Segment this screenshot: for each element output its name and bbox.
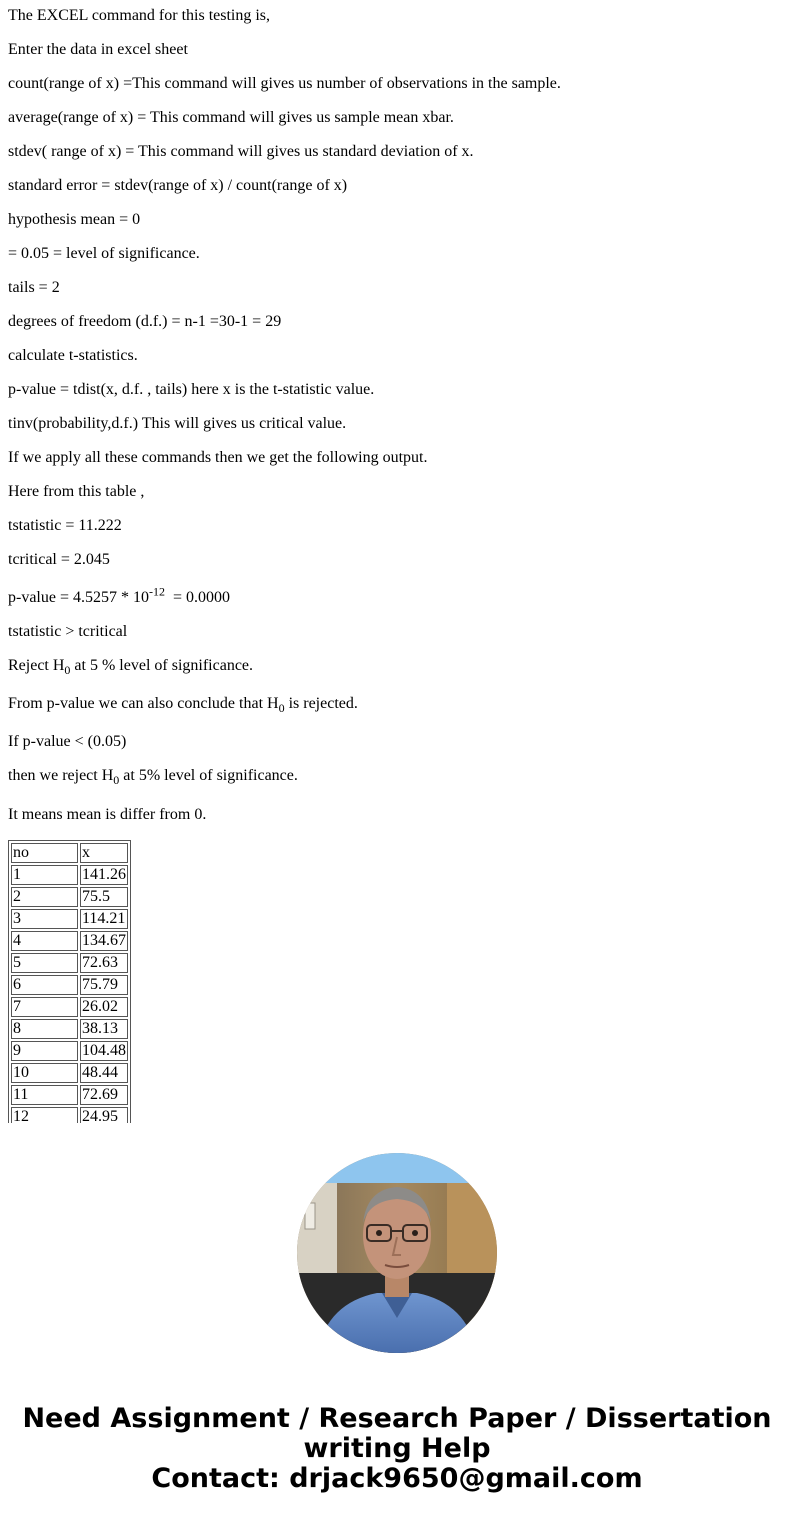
table-row bbox=[11, 865, 128, 885]
text-line: average(range of x) = This command will gives us sample mean xbar. bbox=[8, 109, 454, 126]
reject-line-1 bbox=[8, 656, 253, 676]
footer-line-2: writing Help bbox=[303, 1433, 491, 1464]
table-cell-x: 26.02 bbox=[80, 997, 128, 1017]
text-line: calculate t-statistics. bbox=[8, 347, 138, 364]
pvalue-exponent: -12 bbox=[149, 584, 165, 599]
table-cell-x: 24.95 bbox=[80, 1107, 128, 1123]
table-row bbox=[11, 1041, 128, 1061]
table-cell-no: 4 bbox=[11, 931, 78, 951]
table-cell-x: 75.79 bbox=[80, 975, 128, 995]
table-row bbox=[11, 953, 128, 973]
table-row bbox=[11, 1063, 128, 1083]
table-cell-no: 6 bbox=[11, 975, 78, 995]
table-cell-x: 114.21 bbox=[80, 909, 128, 929]
text-line: p-value = tdist(x, d.f. , tails) here x is the t-statistic value. bbox=[8, 381, 375, 398]
text-line: Here from this table , bbox=[8, 483, 145, 500]
conclusion-line: It means mean is differ from 0. bbox=[8, 806, 207, 823]
text-line: degrees of freedom (d.f.) = n-1 =30-1 = 29 bbox=[8, 313, 282, 330]
table-header-row bbox=[11, 843, 128, 863]
table-cell-no: 1 bbox=[11, 865, 78, 885]
table-cell-no: 12 bbox=[11, 1107, 78, 1123]
table-row bbox=[11, 1085, 128, 1105]
table-cell-x: 104.48 bbox=[82, 1042, 126, 1059]
table-row bbox=[11, 887, 128, 907]
reject1-prefix: Reject H bbox=[8, 657, 65, 674]
compare-line: tstatistic > tcritical bbox=[8, 623, 128, 640]
table-row bbox=[11, 975, 128, 995]
reject2-prefix: From p-value we can also conclude that H bbox=[8, 695, 279, 712]
table-cell-x: 48.44 bbox=[80, 1063, 128, 1083]
text-line: The EXCEL command for this testing is, bbox=[8, 7, 271, 24]
text-line: tcritical = 2.045 bbox=[8, 551, 110, 568]
pvalue-prefix: p-value = 4.5257 * 10 bbox=[8, 589, 149, 606]
table-cell-no: 11 bbox=[11, 1085, 78, 1105]
reject1-subscript: 0 bbox=[64, 663, 71, 678]
table-cell-no: 5 bbox=[11, 953, 78, 973]
data-table-container bbox=[8, 840, 131, 1123]
table-cell-x: 75.5 bbox=[80, 887, 128, 907]
avatar-portrait-icon bbox=[297, 1153, 497, 1353]
table-cell-x: 38.13 bbox=[80, 1019, 128, 1039]
footer-banner bbox=[0, 1404, 794, 1494]
table-row bbox=[11, 909, 128, 929]
text-line: standard error = stdev(range of x) / count(range of x) bbox=[8, 177, 348, 194]
table-row bbox=[11, 1107, 128, 1123]
table-cell-no: 7 bbox=[11, 997, 78, 1017]
pvalue-line bbox=[8, 584, 231, 608]
reject1-suffix: at 5 % level of significance. bbox=[70, 657, 254, 674]
table-cell-no: 8 bbox=[11, 1019, 78, 1039]
reject-line-3 bbox=[8, 766, 298, 786]
text-line: count(range of x) =This command will gives us number of observations in the sample. bbox=[8, 75, 561, 92]
text-line: tinv(probability,d.f.) This will gives us critical value. bbox=[8, 415, 347, 432]
text-line: If we apply all these commands then we get the following output. bbox=[8, 449, 428, 466]
data-table bbox=[8, 840, 131, 1123]
footer-line-1: Need Assignment / Research Paper / Dissertation bbox=[22, 1403, 772, 1434]
footer-contact: Contact: drjack9650@gmail.com bbox=[151, 1463, 643, 1494]
reject3-prefix: then we reject H bbox=[8, 767, 114, 784]
text-line: = 0.05 = level of significance. bbox=[8, 245, 200, 262]
text-line: tails = 2 bbox=[8, 279, 60, 296]
table-row bbox=[11, 931, 128, 951]
reject2-subscript: 0 bbox=[278, 701, 285, 716]
reject3-suffix: at 5% level of significance. bbox=[119, 767, 298, 784]
reject2-suffix: is rejected. bbox=[284, 695, 358, 712]
table-cell-x: 72.63 bbox=[80, 953, 128, 973]
table-row bbox=[11, 1019, 128, 1039]
table-cell-no: 2 bbox=[11, 887, 78, 907]
pvalue-suffix: = 0.0000 bbox=[165, 589, 231, 606]
avatar bbox=[297, 1153, 497, 1353]
table-cell-x: 72.69 bbox=[80, 1085, 128, 1105]
condition-line: If p-value < (0.05) bbox=[8, 733, 127, 750]
text-line: hypothesis mean = 0 bbox=[8, 211, 141, 228]
table-cell-no: 3 bbox=[11, 909, 78, 929]
table-header-no: no bbox=[11, 843, 78, 863]
table-row bbox=[11, 997, 128, 1017]
text-line: Enter the data in excel sheet bbox=[8, 41, 188, 58]
table-cell-x: 141.26 bbox=[82, 866, 126, 883]
text-line: stdev( range of x) = This command will gives us standard deviation of x. bbox=[8, 143, 474, 160]
table-cell-no: 9 bbox=[11, 1041, 78, 1061]
table-cell-no: 10 bbox=[11, 1063, 78, 1083]
table-header-x: x bbox=[80, 843, 128, 863]
reject-line-2 bbox=[8, 694, 358, 714]
table-cell-x: 134.67 bbox=[82, 932, 126, 949]
reject3-subscript: 0 bbox=[113, 773, 120, 788]
text-line: tstatistic = 11.222 bbox=[8, 517, 122, 534]
